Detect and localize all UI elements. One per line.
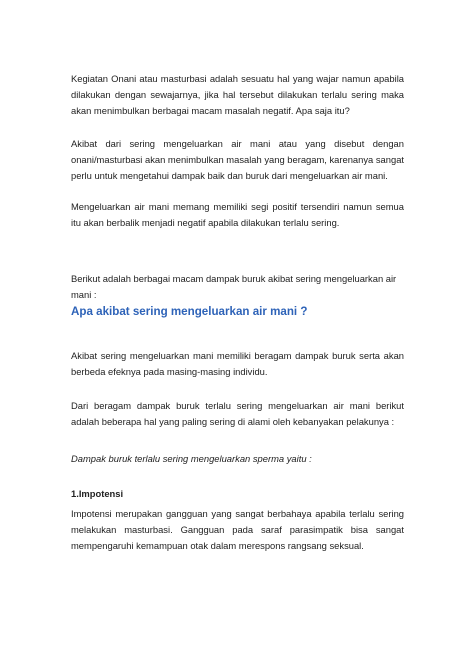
individual-effects-paragraph: Akibat sering mengeluarkan mani memiliki beragam dampak buruk serta akan berbeda efeknya pada masing-masing individu. <box>71 350 404 377</box>
impotence-paragraph: Impotensi merupakan gangguan yang sangat berbahaya apabila terlalu sering melakukan masturbasi. Gangguan pada saraf parasimpatik bisa sangat mempengaruhi kemampuan otak dalam merespons rangsang seksual. <box>71 508 404 551</box>
common-effects-paragraph: Dari beragam dampak buruk terlalu sering mengeluarkan air mani berikut adalah beberapa hal yang paling sering di alami oleh kebanyakan pelakunya : <box>71 400 404 427</box>
list-intro-paragraph: Berikut adalah berbagai macam dampak buruk akibat sering mengeluarkan air mani : <box>71 273 397 300</box>
impotence-subheading: 1.Impotensi <box>71 488 124 499</box>
effects-paragraph: Akibat dari sering mengeluarkan air mani atau yang disebut dengan onani/masturbasi akan menimbulkan masalah yang beragam, karenanya sangat perlu untuk mengetahui dampak baik dan buruk dari mengeluarkan air mani. <box>71 138 405 181</box>
section-heading: Apa akibat sering mengeluarkan air mani ? <box>71 305 308 318</box>
intro-paragraph: Kegiatan Onani atau masturbasi adalah sesuatu hal yang wajar namun apabila dilakukan dengan sewajarnya, jika hal tersebut dilakukan terlalu sering maka akan menimbulkan berbagai macam masalah negatif. Apa saja itu? <box>71 73 404 116</box>
italic-intro-line: Dampak buruk terlalu sering mengeluarkan sperma yaitu : <box>71 453 312 464</box>
positive-negative-paragraph: Mengeluarkan air mani memang memiliki segi positif tersendiri namun semua itu akan berbalik menjadi negatif apabila dilakukan terlalu sering. <box>71 201 404 228</box>
